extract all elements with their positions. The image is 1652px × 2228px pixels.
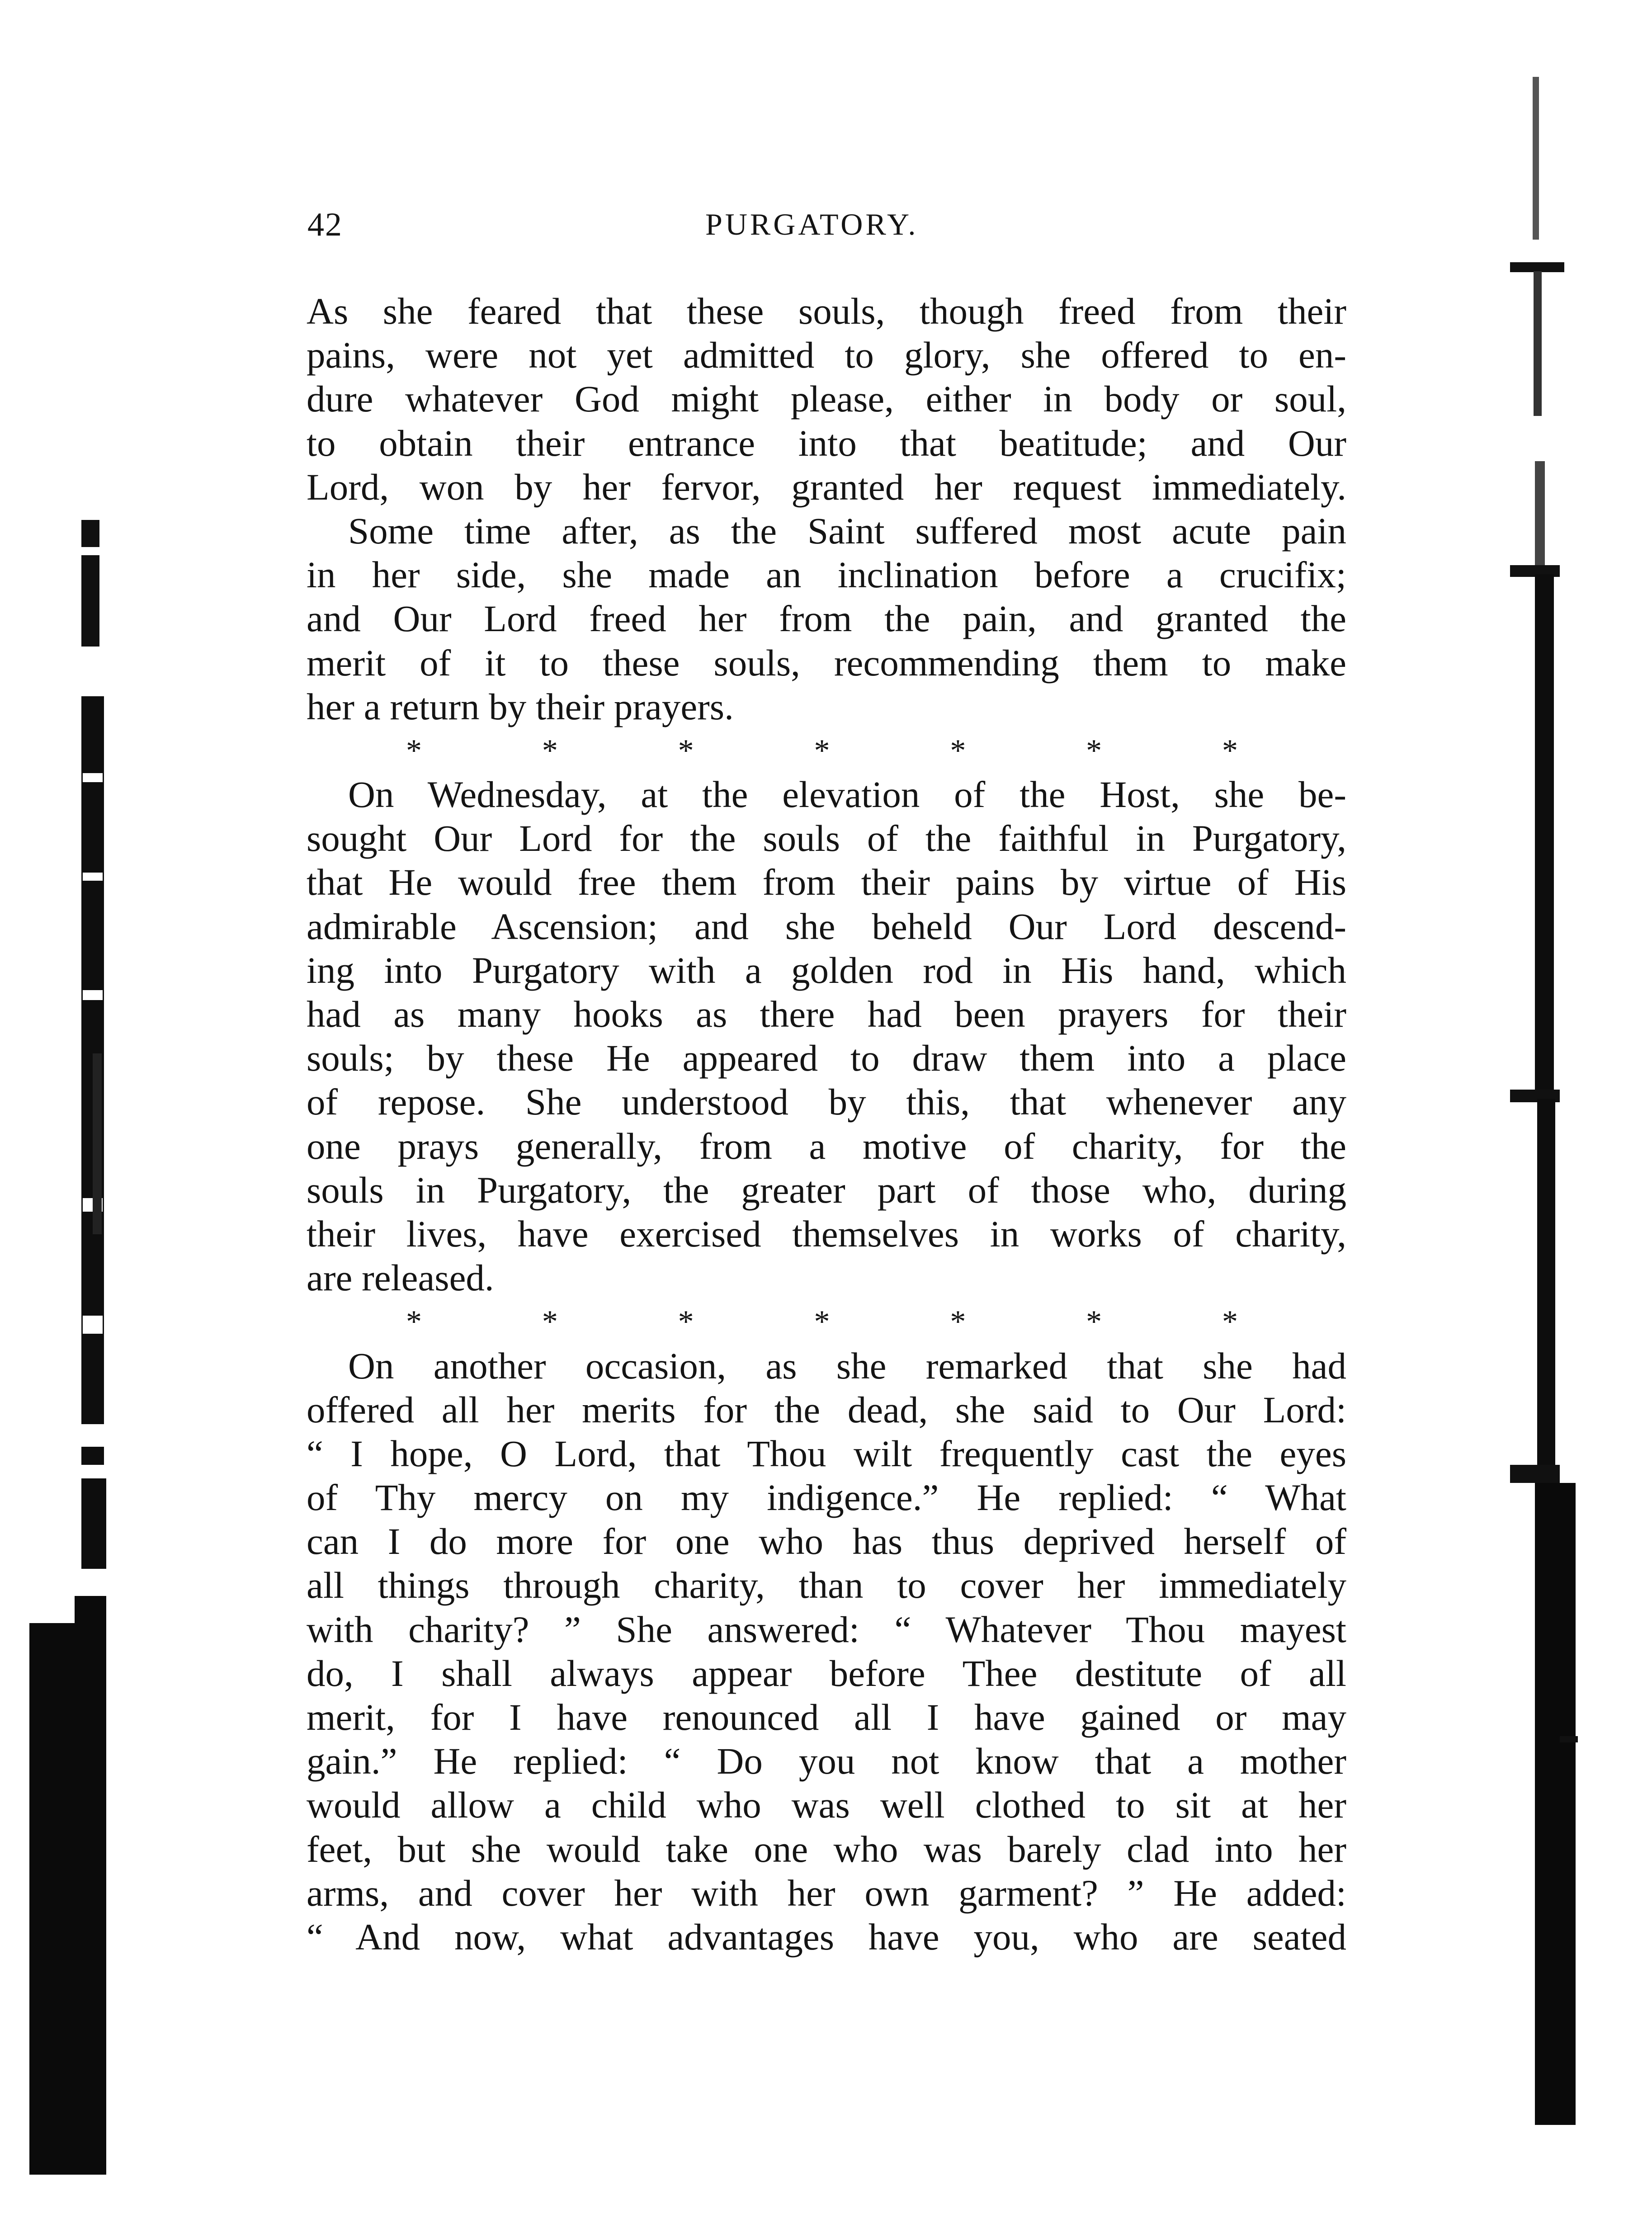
text-line: with charity? ” She answered: “ Whatever Thou mayest xyxy=(307,1608,1346,1650)
text-line: Lord, won by her fervor, granted her request immediately. xyxy=(307,466,1346,508)
text-line: On another occasion, as she remarked that she had xyxy=(348,1345,1346,1387)
text-line: in her side, she made an inclination before a crucifix; xyxy=(307,554,1346,596)
text-line: to obtain their entrance into that beatitude; and Our xyxy=(307,422,1346,464)
paragraph xyxy=(307,289,1346,509)
text-line: one prays generally, from a motive of charity, for the xyxy=(307,1125,1346,1167)
separator-star: * xyxy=(406,733,422,768)
text-line: her a return by their prayers. xyxy=(307,685,734,727)
separator-star: * xyxy=(678,1304,694,1340)
text-line: feet, but she would take one who was barely clad into her xyxy=(307,1828,1346,1870)
text-line: all things through charity, than to cover her immediately xyxy=(307,1564,1346,1606)
separator-star: * xyxy=(406,1304,422,1340)
separator-star: * xyxy=(542,1304,558,1340)
separator-star: * xyxy=(1222,1304,1238,1340)
text-line: admirable Ascension; and she beheld Our Lord descend- xyxy=(307,905,1346,947)
text-line: and Our Lord freed her from the pain, and granted the xyxy=(307,598,1346,640)
text-line: As she feared that these souls, though freed from their xyxy=(307,290,1346,332)
scan-edge-left xyxy=(25,520,111,2175)
text-line: pains, were not yet admitted to glory, she offered to en- xyxy=(307,334,1346,376)
running-header xyxy=(307,206,1347,260)
text-line: dure whatever God might please, either in body or soul, xyxy=(307,378,1346,420)
text-line: “ And now, what advantages have you, who are seated xyxy=(307,1916,1346,1958)
paragraph xyxy=(307,773,1346,1300)
text-line: are released. xyxy=(307,1257,494,1299)
paragraph xyxy=(307,1344,1346,1959)
separator-star: * xyxy=(1086,1304,1102,1340)
text-line: gain.” He replied: “ Do you not know that a mother xyxy=(307,1740,1346,1782)
text-line: can I do more for one who has thus deprived herself of xyxy=(307,1520,1346,1562)
body-text xyxy=(307,289,1346,1959)
scan-edge-right xyxy=(1492,54,1610,2170)
text-line: ing into Purgatory with a golden rod in His hand, which xyxy=(307,949,1346,991)
text-line: had as many hooks as there had been prayers for their xyxy=(307,993,1346,1035)
separator-star: * xyxy=(1222,733,1238,768)
text-line: souls; by these He appeared to draw them into a place xyxy=(307,1037,1346,1079)
text-line: souls in Purgatory, the greater part of those who, during xyxy=(307,1169,1346,1211)
text-line: of Thy mercy on my indigence.” He replied: “ What xyxy=(307,1477,1346,1519)
section-separator xyxy=(307,1300,1346,1344)
separator-star: * xyxy=(950,733,966,768)
text-line: sought Our Lord for the souls of the faithful in Purgatory, xyxy=(307,817,1346,859)
text-line: of repose. She understood by this, that whenever any xyxy=(307,1081,1346,1123)
text-line: do, I shall always appear before Thee destitute of all xyxy=(307,1652,1346,1694)
text-line: would allow a child who was well clothed to sit at her xyxy=(307,1784,1346,1826)
text-line: merit, for I have renounced all I have gained or may xyxy=(307,1696,1346,1738)
running-head-title: PURGATORY. xyxy=(705,207,919,241)
text-line: “ I hope, O Lord, that Thou wilt frequently cast the eyes xyxy=(307,1432,1346,1474)
paragraph xyxy=(307,509,1346,729)
separator-star: * xyxy=(542,733,558,768)
separator-star: * xyxy=(814,1304,830,1340)
page-number: 42 xyxy=(307,206,343,243)
text-line: Some time after, as the Saint suffered most acute pain xyxy=(348,510,1346,552)
text-line: On Wednesday, at the elevation of the Host, she be- xyxy=(348,774,1346,816)
separator-star: * xyxy=(678,733,694,768)
separator-star: * xyxy=(950,1304,966,1340)
text-line: arms, and cover her with her own garment? ” He added: xyxy=(307,1872,1346,1914)
section-separator xyxy=(307,729,1346,773)
text-line: merit of it to these souls, recommending them to make xyxy=(307,642,1346,684)
separator-star: * xyxy=(1086,733,1102,768)
text-line: that He would free them from their pains by virtue of His xyxy=(307,861,1346,903)
text-line: offered all her merits for the dead, she said to Our Lord: xyxy=(307,1388,1346,1430)
text-line: their lives, have exercised themselves in works of charity, xyxy=(307,1213,1346,1255)
separator-star: * xyxy=(814,733,830,768)
